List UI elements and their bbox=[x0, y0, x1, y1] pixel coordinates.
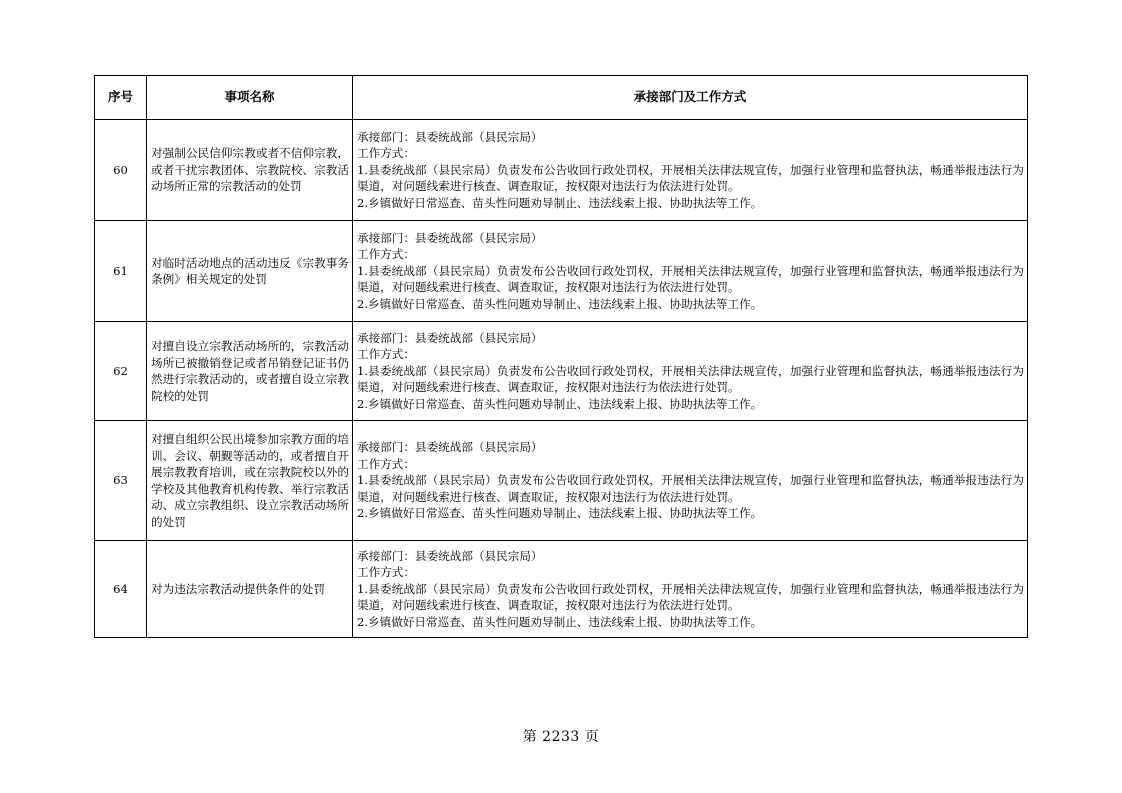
table-row bbox=[95, 120, 1028, 221]
row-matter-name: 对强制公民信仰宗教或者不信仰宗教，或者干扰宗教团体、宗教院校、宗教活动场所正常的宗教活动的处罚 bbox=[147, 120, 353, 221]
department-label: 承接部门：县委统战部（县民宗局） bbox=[357, 330, 543, 345]
row-serial-number: 63 bbox=[95, 421, 147, 541]
department-label: 承接部门：县委统战部（县民宗局） bbox=[357, 129, 543, 144]
row-department-method bbox=[353, 120, 1028, 221]
method-item-2: 2.乡镇做好日常巡查、苗头性问题劝导制止、违法线索上报、协助执法等工作。 bbox=[357, 506, 763, 521]
row-matter-name: 对擅自组织公民出境参加宗教方面的培训、会议、朝觐等活动的，或者擅自开展宗教教育培训，或在宗教院校以外的学校及其他教育机构传教、举行宗教活动、成立宗教组织、设立宗教活动场所的处罚 bbox=[147, 421, 353, 541]
method-item-1: 1.县委统战部（县民宗局）负责发布公告收回行政处罚权，开展相关法律法规宣传，加强行业管理和监督执法，畅通举报违法行为渠道，对问题线索进行核查、调查取证，按权限对违法行为依法进行处罚。 bbox=[357, 581, 1024, 613]
row-department-method bbox=[353, 322, 1028, 421]
method-item-2: 2.乡镇做好日常巡查、苗头性问题劝导制止、违法线索上报、协助执法等工作。 bbox=[357, 614, 763, 629]
matters-table bbox=[94, 75, 1028, 638]
table-header-row bbox=[95, 76, 1028, 120]
row-matter-name: 对为违法宗教活动提供条件的处罚 bbox=[147, 541, 353, 638]
table-row bbox=[95, 221, 1028, 322]
row-serial-number: 60 bbox=[95, 120, 147, 221]
row-matter-name: 对临时活动地点的活动违反《宗教事务条例》相关规定的处罚 bbox=[147, 221, 353, 322]
row-department-method bbox=[353, 541, 1028, 638]
row-department-method bbox=[353, 421, 1028, 541]
table-row bbox=[95, 322, 1028, 421]
table-row bbox=[95, 541, 1028, 638]
method-item-1: 1.县委统战部（县民宗局）负责发布公告收回行政处罚权，开展相关法律法规宣传，加强行业管理和监督执法，畅通举报违法行为渠道，对问题线索进行核查、调查取证，按权限对违法行为依法进行处罚。 bbox=[357, 263, 1024, 295]
method-label: 工作方式： bbox=[357, 146, 415, 161]
table-row bbox=[95, 421, 1028, 541]
row-serial-number: 64 bbox=[95, 541, 147, 638]
method-item-2: 2.乡镇做好日常巡查、苗头性问题劝导制止、违法线索上报、协助执法等工作。 bbox=[357, 195, 763, 210]
method-label: 工作方式： bbox=[357, 456, 415, 471]
header-serial-number: 序号 bbox=[95, 76, 147, 120]
header-department-method: 承接部门及工作方式 bbox=[353, 76, 1028, 120]
page-number: 第 2233 页 bbox=[522, 729, 600, 745]
row-serial-number: 61 bbox=[95, 221, 147, 322]
method-item-2: 2.乡镇做好日常巡查、苗头性问题劝导制止、违法线索上报、协助执法等工作。 bbox=[357, 296, 763, 311]
row-department-method bbox=[353, 221, 1028, 322]
row-serial-number: 62 bbox=[95, 322, 147, 421]
method-item-1: 1.县委统战部（县民宗局）负责发布公告收回行政处罚权，开展相关法律法规宣传，加强行业管理和监督执法，畅通举报违法行为渠道，对问题线索进行核查、调查取证，按权限对违法行为依法进行处罚。 bbox=[357, 162, 1024, 194]
method-item-1: 1.县委统战部（县民宗局）负责发布公告收回行政处罚权，开展相关法律法规宣传，加强行业管理和监督执法，畅通举报违法行为渠道，对问题线索进行核查、调查取证，按权限对违法行为依法进行处罚。 bbox=[357, 363, 1024, 395]
header-matter-name: 事项名称 bbox=[147, 76, 353, 120]
row-matter-name: 对擅自设立宗教活动场所的，宗教活动场所已被撤销登记或者吊销登记证书仍然进行宗教活动的，或者擅自设立宗教院校的处罚 bbox=[147, 322, 353, 421]
department-label: 承接部门：县委统战部（县民宗局） bbox=[357, 440, 543, 455]
method-item-2: 2.乡镇做好日常巡查、苗头性问题劝导制止、违法线索上报、协助执法等工作。 bbox=[357, 396, 763, 411]
method-item-1: 1.县委统战部（县民宗局）负责发布公告收回行政处罚权，开展相关法律法规宣传，加强行业管理和监督执法，畅通举报违法行为渠道，对问题线索进行核查、调查取证，按权限对违法行为依法进行处罚。 bbox=[357, 473, 1024, 504]
method-label: 工作方式： bbox=[357, 247, 415, 262]
method-label: 工作方式： bbox=[357, 565, 415, 580]
department-label: 承接部门：县委统战部（县民宗局） bbox=[357, 548, 543, 563]
department-label: 承接部门：县委统战部（县民宗局） bbox=[357, 230, 543, 245]
method-label: 工作方式： bbox=[357, 347, 415, 362]
